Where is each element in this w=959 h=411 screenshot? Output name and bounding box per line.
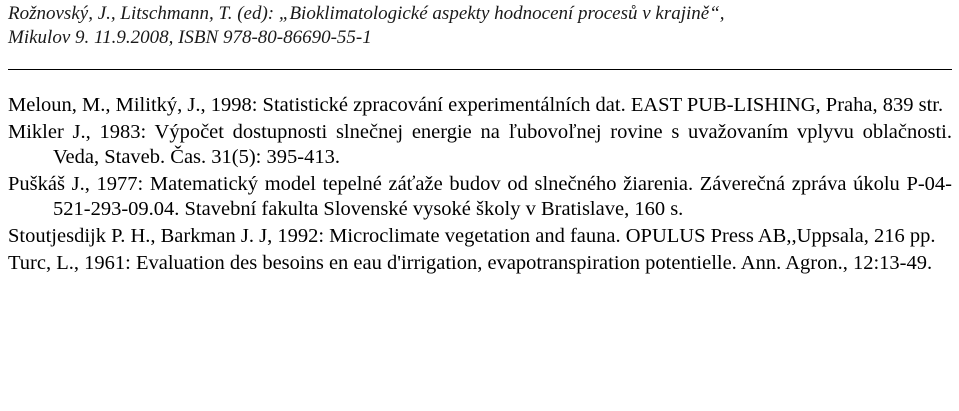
reference-turc: Turc, L., 1961: Evaluation des besoins en eau d'irrigation, evapotranspiration potentielle. Ann. Agron., 12:13-49.: [8, 252, 933, 274]
header-event-isbn-line: Mikulov 9. 11.9.2008, ISBN 978-80-86690-55-1: [8, 27, 372, 48]
header-divider: [8, 69, 952, 70]
reference-list: [8, 93, 952, 276]
reference-mikler: Mikler J., 1983: Výpočet dostupnosti slnečnej energie na ľubovoľnej rovine s uvažovaním vplyvu oblačnosti. Veda, Staveb. Čas. 31(5): 395-413.: [8, 121, 952, 168]
reference-puskas: Puškáš J., 1977: Matematický model tepelné záťaže budov od slnečného žiarenia. Záverečná zpráva úkolu P-04-521-293-09.04. Stavební fakulta Slovenské vysoké školy v Bratislave, 160 s.: [8, 173, 952, 220]
reference-meloun: Meloun, M., Militký, J., 1998: Statistické zpracování experimentálních dat. EAST PUB-LISHING, Praha, 839 str.: [8, 94, 944, 116]
reference-stoutjesdijk: Stoutjesdijk P. H., Barkman J. J, 1992: Microclimate vegetation and fauna. OPULUS Press AB,,Uppsala, 216 pp.: [8, 225, 936, 247]
header-citation-line: Rožnovský, J., Litschmann, T. (ed): „Bioklimatologické aspekty hodnocení procesů v krajině“,: [8, 3, 725, 24]
running-header: [8, 2, 948, 50]
